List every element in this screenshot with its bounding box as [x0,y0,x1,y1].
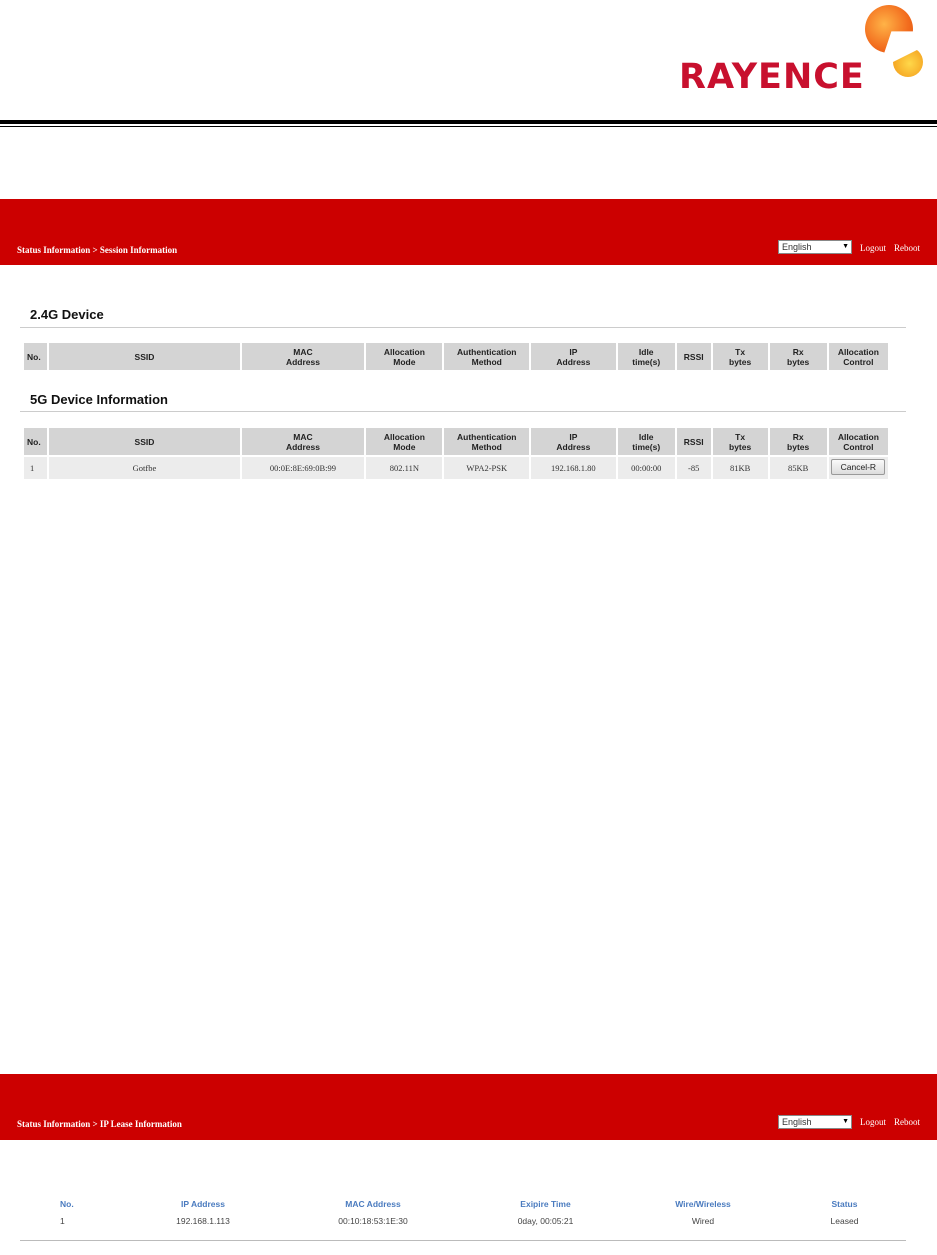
lease-table [20,1195,906,1229]
cell-wire: Wired [691,1216,715,1226]
session-header-bar [0,199,937,265]
col-rx: Rx bytes [770,343,827,370]
cell-mac: 00:0E:8E:69:0B:99 [242,457,365,479]
col-ip-address: IP Address [181,1199,225,1209]
col-no: No. [24,343,47,370]
language-select[interactable] [778,240,852,254]
rayence-logo [675,5,925,100]
cell-control [829,457,888,479]
table-header-row [24,428,888,455]
table-row [20,1213,906,1229]
col-rx: Rx bytes [770,428,827,455]
col-idle: Idle time(s) [618,428,675,455]
chevron-down-icon: ▼ [842,243,849,250]
section-divider [20,411,906,412]
section-title-24g: 2.4G Device [30,307,104,322]
language-value: English [782,242,812,252]
language-select[interactable] [778,1115,852,1129]
device-table-24g [22,341,890,372]
header-divider-thin [0,126,937,127]
breadcrumb: Status Information > Session Information [17,245,178,255]
col-allocation-mode: Allocation Mode [366,343,442,370]
col-rssi: RSSI [677,428,711,455]
col-no: No. [60,1199,74,1209]
col-ssid: SSID [49,343,239,370]
col-allocation-control: Allocation Control [829,343,888,370]
cancel-button[interactable]: Cancel-R [831,459,885,475]
cell-mac: 00:10:18:53:1E:30 [338,1216,408,1226]
col-tx: Tx bytes [713,343,768,370]
cell-tx: 81KB [713,457,768,479]
cell-ssid: Gotfbe [49,457,239,479]
col-mac: MAC Address [242,428,365,455]
col-idle: Idle time(s) [618,343,675,370]
col-wire-wireless: Wire/Wireless [675,1199,731,1209]
col-allocation-mode: Allocation Mode [366,428,442,455]
cell-mode: 802.11N [366,457,442,479]
reboot-link[interactable]: Reboot [894,243,920,253]
col-status: Status [831,1199,858,1209]
col-ip: IP Address [531,428,616,455]
cell-auth: WPA2-PSK [444,457,529,479]
col-ip: IP Address [531,343,616,370]
breadcrumb: Status Information > IP Lease Information [17,1119,182,1129]
col-auth-method: Authentication Method [444,428,529,455]
lease-header-bar [0,1074,937,1140]
cell-ip: 192.168.1.113 [176,1216,230,1226]
col-no: No. [24,428,47,455]
logout-link[interactable]: Logout [860,1117,886,1127]
logo-swirl-orange [865,5,913,53]
cell-rssi: -85 [677,457,711,479]
cell-no: 1 [24,457,47,479]
logo-text: RAYENCE [679,57,865,97]
logo-swirl-yellow [893,47,923,77]
table-divider [20,1240,906,1241]
col-expire-time: Exipire Time [520,1199,571,1209]
col-rssi: RSSI [677,343,711,370]
col-allocation-control: Allocation Control [829,428,888,455]
table-row [24,457,888,479]
table-header-row [20,1195,906,1213]
header-divider-thick [0,120,937,124]
language-value: English [782,1117,812,1127]
cell-idle: 00:00:00 [618,457,675,479]
cell-rx: 85KB [770,457,827,479]
cell-ip: 192.168.1.80 [531,457,616,479]
logout-link[interactable]: Logout [860,243,886,253]
cell-no: 1 [60,1216,65,1226]
col-auth-method: Authentication Method [444,343,529,370]
col-ssid: SSID [49,428,239,455]
col-mac-address: MAC Address [345,1199,401,1209]
col-tx: Tx bytes [713,428,768,455]
device-table-5g [22,426,890,481]
cell-status: Leased [830,1216,859,1226]
section-divider [20,327,906,328]
cell-expire: 0day, 00:05:21 [517,1216,574,1226]
section-title-5g: 5G Device Information [30,392,168,407]
chevron-down-icon: ▼ [842,1118,849,1125]
col-mac: MAC Address [242,343,365,370]
reboot-link[interactable]: Reboot [894,1117,920,1127]
table-header-row [24,343,888,370]
